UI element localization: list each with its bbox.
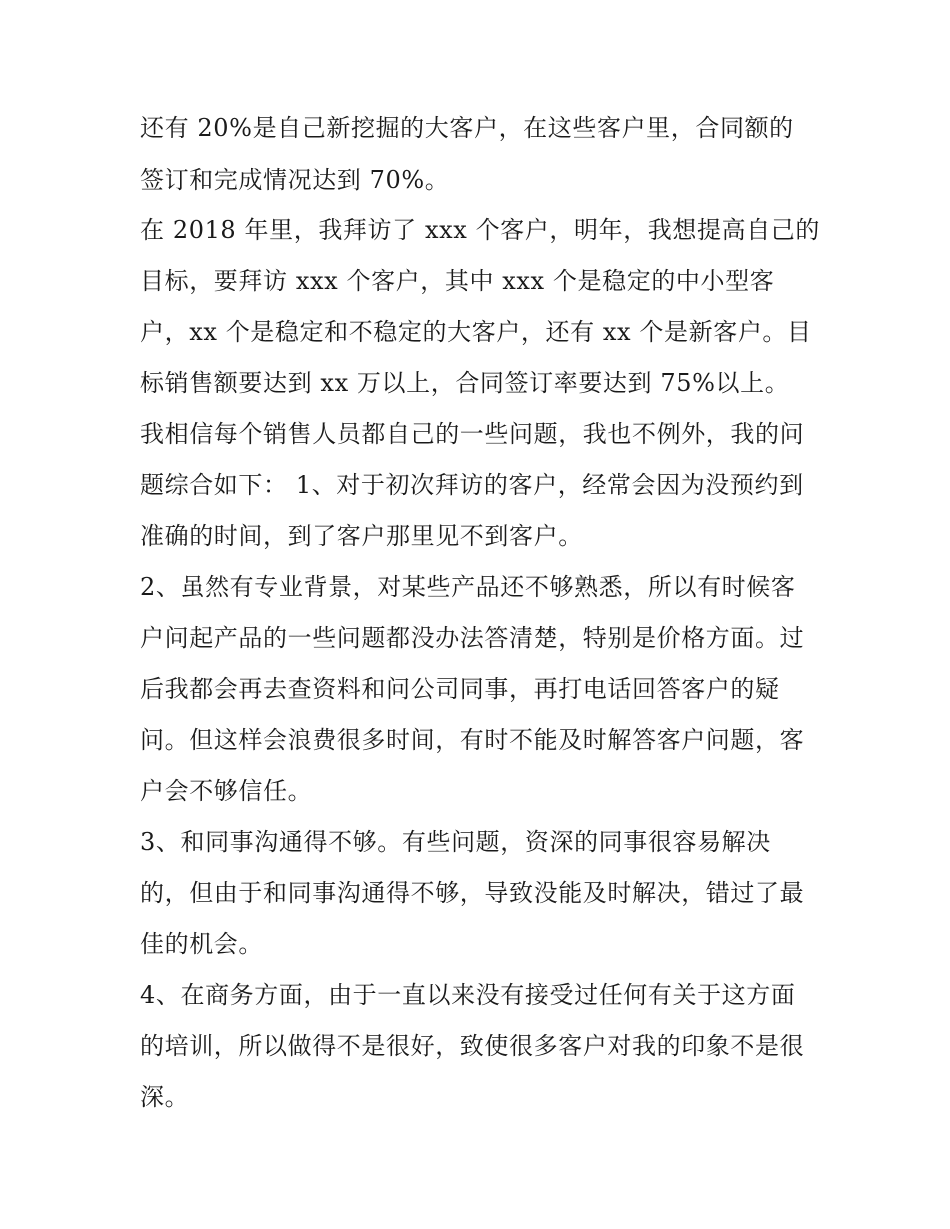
- text-line: 标销售额要达到 xx 万以上，合同签订率要达到 75%以上。: [140, 369, 790, 397]
- text-line: 户会不够信任。: [140, 777, 313, 805]
- text-line: 目标，要拜访 xxx 个客户，其中 xxx 个是稳定的中小型客: [140, 267, 775, 295]
- text-line: 户问起产品的一些问题都没办法答清楚，特别是价格方面。过: [140, 624, 805, 652]
- text-line: 还有 20%是自己新挖掘的大客户，在这些客户里，合同额的: [140, 114, 794, 142]
- text-line: 3、和同事沟通得不够。有些问题，资深的同事很容易解决: [140, 828, 771, 856]
- text-line: 的，但由于和同事沟通得不够，导致没能及时解决，错过了最: [140, 879, 805, 907]
- text-line: 佳的机会。: [140, 930, 263, 958]
- text-line: 我相信每个销售人员都自己的一些问题，我也不例外，我的问: [140, 420, 805, 448]
- text-line: 的培训，所以做得不是很好，致使很多客户对我的印象不是很: [140, 1032, 805, 1060]
- text-line: 问。但这样会浪费很多时间，有时不能及时解答客户问题，客: [140, 726, 805, 754]
- text-line: 深。: [140, 1083, 190, 1111]
- text-line: 在 2018 年里，我拜访了 xxx 个客户，明年，我想提高自己的: [140, 216, 820, 244]
- text-line: 2、虽然有专业背景，对某些产品还不够熟悉，所以有时候客: [140, 573, 796, 601]
- text-line: 题综合如下： 1、对于初次拜访的客户，经常会因为没预约到: [140, 471, 804, 499]
- text-line: 后我都会再去查资料和问公司同事，再打电话回答客户的疑: [140, 675, 780, 703]
- text-line: 户，xx 个是稳定和不稳定的大客户，还有 xx 个是新客户。目: [140, 318, 812, 346]
- text-line: 准确的时间，到了客户那里见不到客户。: [140, 522, 583, 550]
- text-line: 签订和完成情况达到 70%。: [140, 166, 450, 194]
- text-line: 4、在商务方面，由于一直以来没有接受过任何有关于这方面: [140, 981, 796, 1009]
